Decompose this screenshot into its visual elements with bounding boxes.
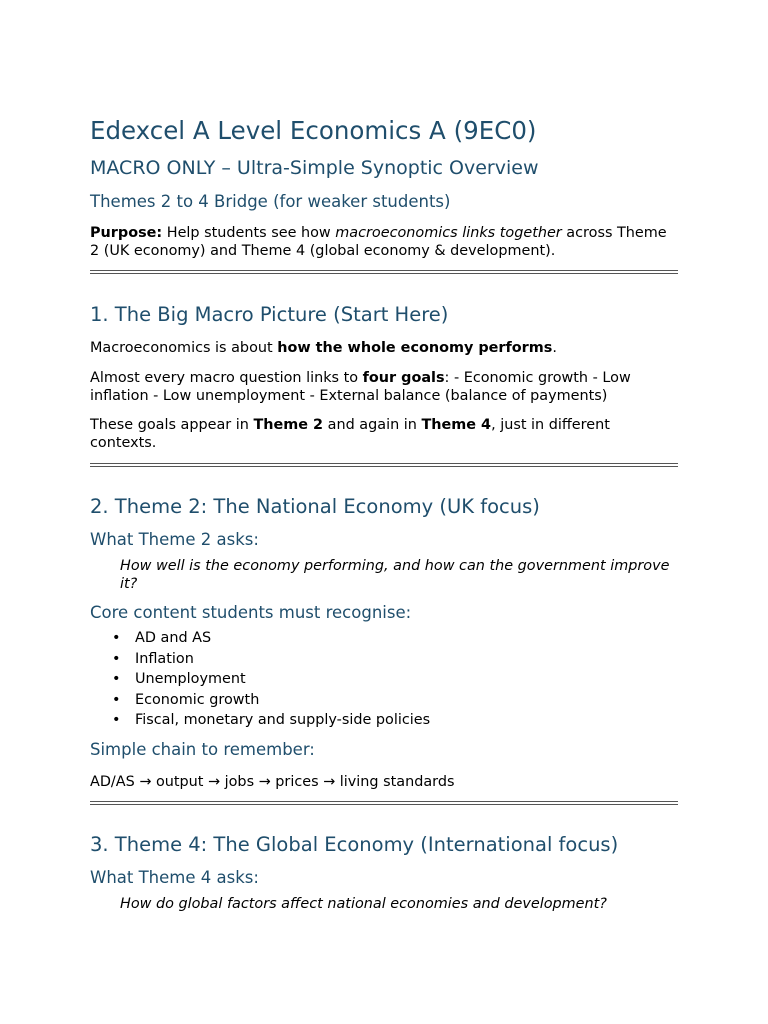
section2-chain: AD/AS → output → jobs → prices → living standards — [90, 774, 455, 790]
section1-heading: 1. The Big Macro Picture (Start Here) — [90, 303, 449, 326]
section3-heading: 3. Theme 4: The Global Economy (International focus) — [90, 833, 619, 856]
document-subtitle: MACRO ONLY – Ultra-Simple Synoptic Overview — [90, 157, 539, 179]
bullet-icon: • — [112, 712, 121, 729]
section2-core-heading: Core content students must recognise: — [90, 603, 412, 622]
section1-p2-text: Almost every macro question links to — [90, 370, 363, 386]
section2-asks-quote: How well is the economy performing, and how can the government improve it? — [120, 558, 670, 592]
list-item — [90, 628, 680, 649]
section3-asks-heading: What Theme 4 asks: — [90, 868, 259, 887]
section1-paragraph-2 — [90, 369, 680, 405]
section1-p3-text-2: and again in — [323, 417, 422, 433]
section1-paragraph-3 — [90, 416, 680, 452]
section2-core-list — [90, 628, 680, 731]
bullet-icon: • — [112, 650, 121, 667]
bullet-icon: • — [112, 630, 121, 646]
list-item-text: Economic growth — [135, 691, 260, 708]
list-item-text: Fiscal, monetary and supply-side policies — [135, 712, 431, 729]
list-item — [90, 649, 680, 670]
purpose-paragraph — [90, 224, 680, 260]
section1-p1-end: . — [552, 340, 557, 356]
list-item-text: Inflation — [135, 650, 194, 667]
bullet-icon: • — [112, 691, 121, 708]
bullet-icon: • — [112, 671, 121, 688]
list-item — [90, 669, 680, 690]
purpose-text-2: across Theme 2 (UK economy) and Theme 4 (global economy & development). — [90, 225, 667, 259]
section1-p3-text-1: These goals appear in — [90, 417, 254, 433]
section-divider — [90, 801, 678, 805]
list-item — [90, 710, 680, 731]
purpose-label: Purpose: — [90, 225, 163, 241]
purpose-text-1: Help students see how — [162, 225, 336, 241]
section1-p1-text: Macroeconomics is about — [90, 340, 278, 356]
list-item-text: AD and AS — [135, 630, 212, 646]
section3-asks-quote: How do global factors affect national economies and development? — [120, 896, 607, 912]
section1-p3-bold-2: Theme 4 — [421, 417, 492, 433]
section1-p3-bold-1: Theme 2 — [253, 417, 324, 433]
list-item — [90, 690, 680, 711]
section2-asks-heading: What Theme 2 asks: — [90, 530, 259, 549]
section2-heading: 2. Theme 2: The National Economy (UK focus) — [90, 495, 540, 518]
section1-paragraph-1 — [90, 339, 680, 357]
section2-chain-heading: Simple chain to remember: — [90, 740, 315, 759]
section1-p2-rest: : - Economic growth - Low inflation - Low unemployment - External balance (balance of payments) — [90, 370, 631, 404]
section1-p3-text-3: , just in different contexts. — [90, 417, 610, 451]
bridge-heading: Themes 2 to 4 Bridge (for weaker students) — [90, 192, 451, 211]
section-divider — [90, 463, 678, 467]
list-item-text: Unemployment — [135, 671, 246, 688]
section1-p1-bold: how the whole economy performs — [277, 340, 553, 356]
purpose-emphasis: macroeconomics links together — [335, 225, 562, 241]
section-divider — [90, 270, 678, 274]
document-title: Edexcel A Level Economics A (9EC0) — [90, 116, 537, 145]
section1-p2-bold: four goals — [362, 370, 445, 386]
